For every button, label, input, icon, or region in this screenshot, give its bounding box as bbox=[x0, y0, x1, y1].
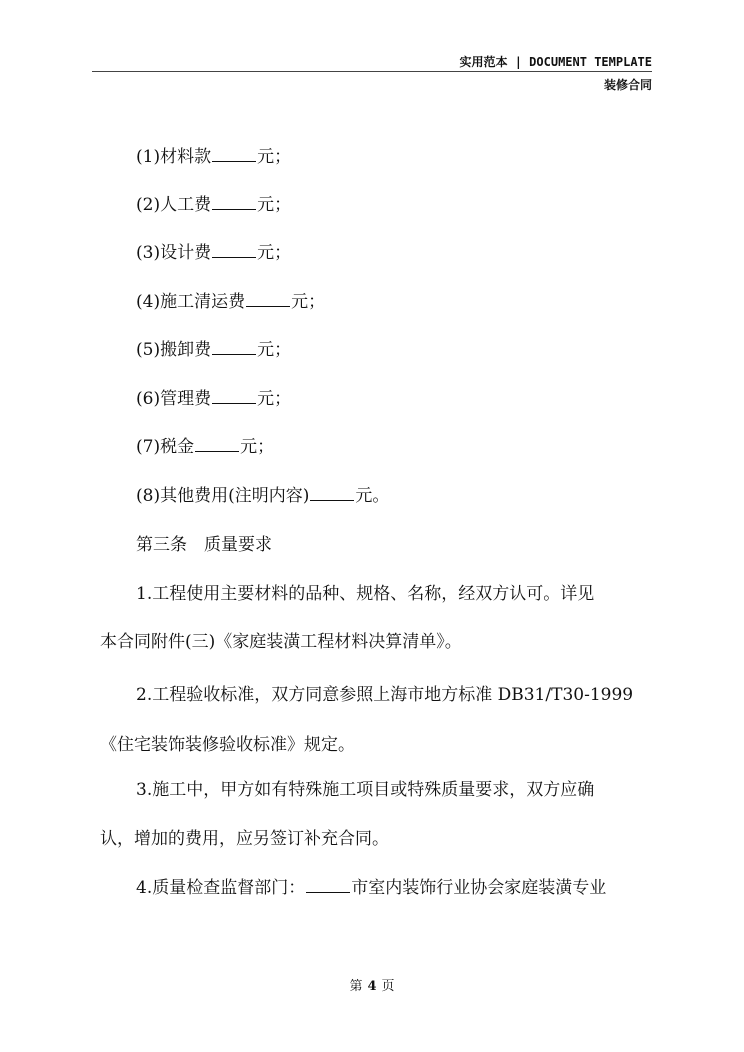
fee-label: (7)税金 bbox=[136, 437, 195, 457]
fee-unit: 元； bbox=[240, 437, 275, 457]
fee-label: (3)设计费 bbox=[136, 243, 212, 263]
blank-underline bbox=[212, 195, 256, 210]
header-title: 实用范本 | DOCUMENT TEMPLATE bbox=[459, 55, 652, 69]
fee-label: (6)管理费 bbox=[136, 389, 212, 409]
blank-underline bbox=[310, 486, 354, 501]
fee-label: (1)材料款 bbox=[136, 147, 212, 167]
paragraph-4-text: 市室内装饰行业协会家庭装潢专业 bbox=[351, 878, 607, 898]
fee-item-3 bbox=[136, 243, 291, 263]
fee-unit: 元； bbox=[257, 389, 292, 409]
paragraph-1-line-1: 1.工程使用主要材料的品种、规格、名称，经双方认可。详见 bbox=[136, 584, 595, 604]
blank-underline bbox=[306, 878, 350, 893]
section-title: 第三条 质量要求 bbox=[136, 535, 272, 555]
paragraph-4-line-1 bbox=[136, 878, 606, 898]
page-footer bbox=[0, 975, 744, 994]
fee-item-8 bbox=[136, 486, 389, 506]
fee-label: (4)施工清运费 bbox=[136, 292, 246, 312]
header-divider bbox=[92, 71, 652, 72]
fee-item-1 bbox=[136, 147, 291, 167]
blank-underline bbox=[212, 243, 256, 258]
fee-unit: 元； bbox=[257, 195, 292, 215]
fee-item-2 bbox=[136, 195, 291, 215]
fee-label: (2)人工费 bbox=[136, 195, 212, 215]
paragraph-2-line-1: 2.工程验收标准，双方同意参照上海市地方标准 DB31/T30-1999 bbox=[136, 685, 634, 705]
fee-label: (8)其他费用(注明内容) bbox=[136, 486, 310, 506]
paragraph-4-label: 4.质量检查监督部门： bbox=[136, 878, 306, 898]
footer-prefix: 第 bbox=[349, 979, 363, 994]
fee-item-6 bbox=[136, 389, 291, 409]
paragraph-2-line-2: 《住宅装饰装修验收标准》规定。 bbox=[100, 735, 355, 755]
fee-unit: 元； bbox=[257, 147, 292, 167]
fee-item-4 bbox=[136, 292, 325, 312]
paragraph-3-line-2: 认，增加的费用，应另签订补充合同。 bbox=[100, 829, 389, 849]
paragraph-1-line-2: 本合同附件(三)《家庭装潢工程材料决算清单》。 bbox=[100, 632, 462, 652]
fee-label: (5)搬卸费 bbox=[136, 340, 212, 360]
blank-underline bbox=[212, 340, 256, 355]
fee-unit: 元； bbox=[257, 243, 292, 263]
blank-underline bbox=[195, 437, 239, 452]
header-subtitle: 装修合同 bbox=[603, 78, 652, 92]
fee-unit: 元； bbox=[257, 340, 292, 360]
blank-underline bbox=[246, 292, 290, 307]
paragraph-3-line-1: 3.施工中，甲方如有特殊施工项目或特殊质量要求，双方应确 bbox=[136, 780, 595, 800]
page-number: 4 bbox=[367, 979, 377, 994]
fee-unit: 元。 bbox=[355, 486, 390, 506]
footer-suffix: 页 bbox=[381, 979, 395, 994]
blank-underline bbox=[212, 389, 256, 404]
fee-item-5 bbox=[136, 340, 291, 360]
fee-item-7 bbox=[136, 437, 274, 457]
fee-unit: 元； bbox=[291, 292, 326, 312]
blank-underline bbox=[212, 147, 256, 162]
